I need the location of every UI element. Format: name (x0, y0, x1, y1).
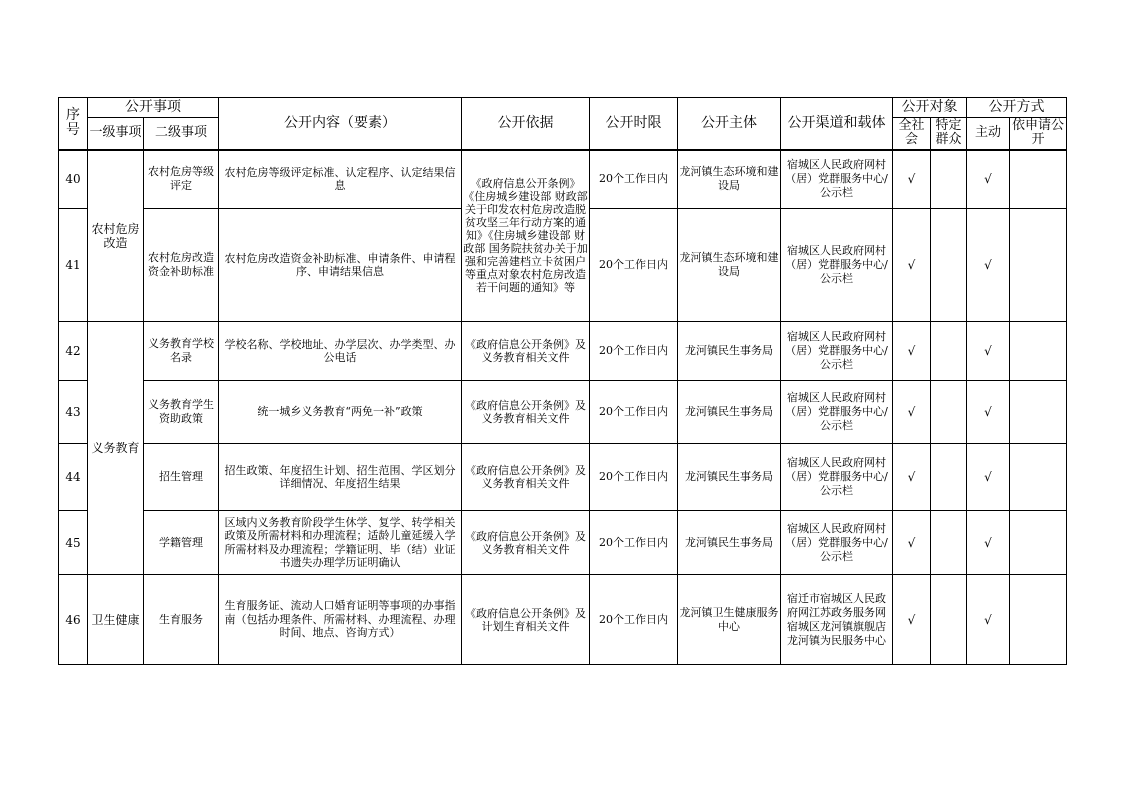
basis-cell: 《政府信息公开条例》及义务教育相关文件 (462, 511, 590, 575)
disclosure-table (58, 97, 1067, 665)
table-row (59, 381, 1067, 444)
header-method: 公开方式 (967, 98, 1067, 118)
target-all-check: √ (893, 381, 931, 444)
target-all-check: √ (893, 209, 931, 322)
header-seq: 序号 (59, 98, 88, 150)
target-specific-check (931, 209, 967, 322)
table-row (59, 322, 1067, 381)
method-request-check (1010, 575, 1067, 665)
time-limit-cell: 20个工作日内 (590, 150, 678, 209)
channel-cell: 宿城区人民政府网村（居）党群服务中心/公示栏 (781, 444, 893, 511)
category-cell: 义务教育 (88, 322, 144, 575)
item-cell: 义务教育学校名录 (144, 322, 219, 381)
target-specific-check (931, 444, 967, 511)
channel-cell: 宿城区人民政府网村（居）党群服务中心/公示栏 (781, 381, 893, 444)
row-number: 46 (59, 575, 88, 665)
row-number: 44 (59, 444, 88, 511)
header-target-all: 全社会 (893, 118, 931, 150)
basis-cell: 《政府信息公开条例》及义务教育相关文件 (462, 381, 590, 444)
channel-cell: 宿迁市宿城区人民政府网江苏政务服务网宿城区龙河镇旗舰店龙河镇为民服务中心 (781, 575, 893, 665)
method-active-check: √ (967, 511, 1010, 575)
content-cell: 招生政策、年度招生计划、招生范围、学区划分详细情况、年度招生结果 (219, 444, 462, 511)
basis-cell: 《政府信息公开条例》及义务教育相关文件 (462, 444, 590, 511)
row-number: 42 (59, 322, 88, 381)
content-cell: 生育服务证、流动人口婚育证明等事项的办事指南（包括办理条件、所需材料、办理流程、办理时间、地点、咨询方式） (219, 575, 462, 665)
method-active-check: √ (967, 575, 1010, 665)
table-row (59, 511, 1067, 575)
header-method-active: 主动 (967, 118, 1010, 150)
method-request-check (1010, 150, 1067, 209)
target-specific-check (931, 511, 967, 575)
method-request-check (1010, 209, 1067, 322)
subject-cell: 龙河镇民生事务局 (678, 511, 781, 575)
content-cell: 农村危房等级评定标准、认定程序、认定结果信息 (219, 150, 462, 209)
subject-cell: 龙河镇生态环境和建设局 (678, 150, 781, 209)
header-level1: 一级事项 (88, 118, 144, 150)
content-cell: 区域内义务教育阶段学生休学、复学、转学相关政策及所需材料和办理流程；适龄儿童延缓入学所需材料及办理流程；学籍证明、毕（结）业证书遗失办理学历证明确认 (219, 511, 462, 575)
header-items: 公开事项 (88, 98, 219, 118)
time-limit-cell: 20个工作日内 (590, 322, 678, 381)
table-row (59, 150, 1067, 209)
method-active-check: √ (967, 322, 1010, 381)
time-limit-cell: 20个工作日内 (590, 209, 678, 322)
target-all-check: √ (893, 444, 931, 511)
header-basis: 公开依据 (462, 98, 590, 150)
subject-cell: 龙河镇民生事务局 (678, 381, 781, 444)
channel-cell: 宿城区人民政府网村（居）党群服务中心/公示栏 (781, 322, 893, 381)
header-subject: 公开主体 (678, 98, 781, 150)
method-active-check: √ (967, 150, 1010, 209)
content-cell: 学校名称、学校地址、办学层次、办学类型、办公电话 (219, 322, 462, 381)
time-limit-cell: 20个工作日内 (590, 444, 678, 511)
method-request-check (1010, 381, 1067, 444)
header-target: 公开对象 (893, 98, 967, 118)
target-specific-check (931, 381, 967, 444)
method-request-check (1010, 322, 1067, 381)
target-specific-check (931, 150, 967, 209)
subject-cell: 龙河镇生态环境和建设局 (678, 209, 781, 322)
subject-cell: 龙河镇民生事务局 (678, 444, 781, 511)
header-channel: 公开渠道和载体 (781, 98, 893, 150)
category-cell: 卫生健康 (88, 575, 144, 665)
header-time-limit: 公开时限 (590, 98, 678, 150)
row-number: 43 (59, 381, 88, 444)
basis-cell: 《政府信息公开条例》《住房城乡建设部 财政部关于印发农村危房改造脱贫攻坚三年行动方案的通知》《住房城乡建设部 财政部 国务院扶贫办关于加强和完善建档立卡贫困户等重点对象农村危房改造若干问题的通知》等 (462, 150, 590, 322)
header-level2: 二级事项 (144, 118, 219, 150)
method-active-check: √ (967, 444, 1010, 511)
item-cell: 农村危房改造资金补助标准 (144, 209, 219, 322)
method-request-check (1010, 444, 1067, 511)
channel-cell: 宿城区人民政府网村（居）党群服务中心/公示栏 (781, 150, 893, 209)
target-specific-check (931, 575, 967, 665)
basis-cell: 《政府信息公开条例》及计划生育相关文件 (462, 575, 590, 665)
method-active-check: √ (967, 381, 1010, 444)
basis-cell: 《政府信息公开条例》及义务教育相关文件 (462, 322, 590, 381)
target-all-check: √ (893, 575, 931, 665)
header-content: 公开内容（要素） (219, 98, 462, 150)
target-all-check: √ (893, 150, 931, 209)
item-cell: 生育服务 (144, 575, 219, 665)
header-method-request: 依申请公开 (1010, 118, 1067, 150)
content-cell: 农村危房改造资金补助标准、申请条件、申请程序、申请结果信息 (219, 209, 462, 322)
content-cell: 统一城乡义务教育“两免一补”政策 (219, 381, 462, 444)
item-cell: 义务教育学生资助政策 (144, 381, 219, 444)
method-request-check (1010, 511, 1067, 575)
time-limit-cell: 20个工作日内 (590, 381, 678, 444)
item-cell: 招生管理 (144, 444, 219, 511)
method-active-check: √ (967, 209, 1010, 322)
channel-cell: 宿城区人民政府网村（居）党群服务中心/公示栏 (781, 511, 893, 575)
item-cell: 农村危房等级评定 (144, 150, 219, 209)
row-number: 45 (59, 511, 88, 575)
row-number: 41 (59, 209, 88, 322)
target-all-check: √ (893, 322, 931, 381)
target-specific-check (931, 322, 967, 381)
table-row (59, 575, 1067, 665)
subject-cell: 龙河镇民生事务局 (678, 322, 781, 381)
subject-cell: 龙河镇卫生健康服务中心 (678, 575, 781, 665)
target-all-check: √ (893, 511, 931, 575)
header-target-specific: 特定群众 (931, 118, 967, 150)
channel-cell: 宿城区人民政府网村（居）党群服务中心/公示栏 (781, 209, 893, 322)
time-limit-cell: 20个工作日内 (590, 575, 678, 665)
row-number: 40 (59, 150, 88, 209)
item-cell: 学籍管理 (144, 511, 219, 575)
category-cell: 农村危房改造 (88, 150, 144, 322)
time-limit-cell: 20个工作日内 (590, 511, 678, 575)
table-row (59, 444, 1067, 511)
